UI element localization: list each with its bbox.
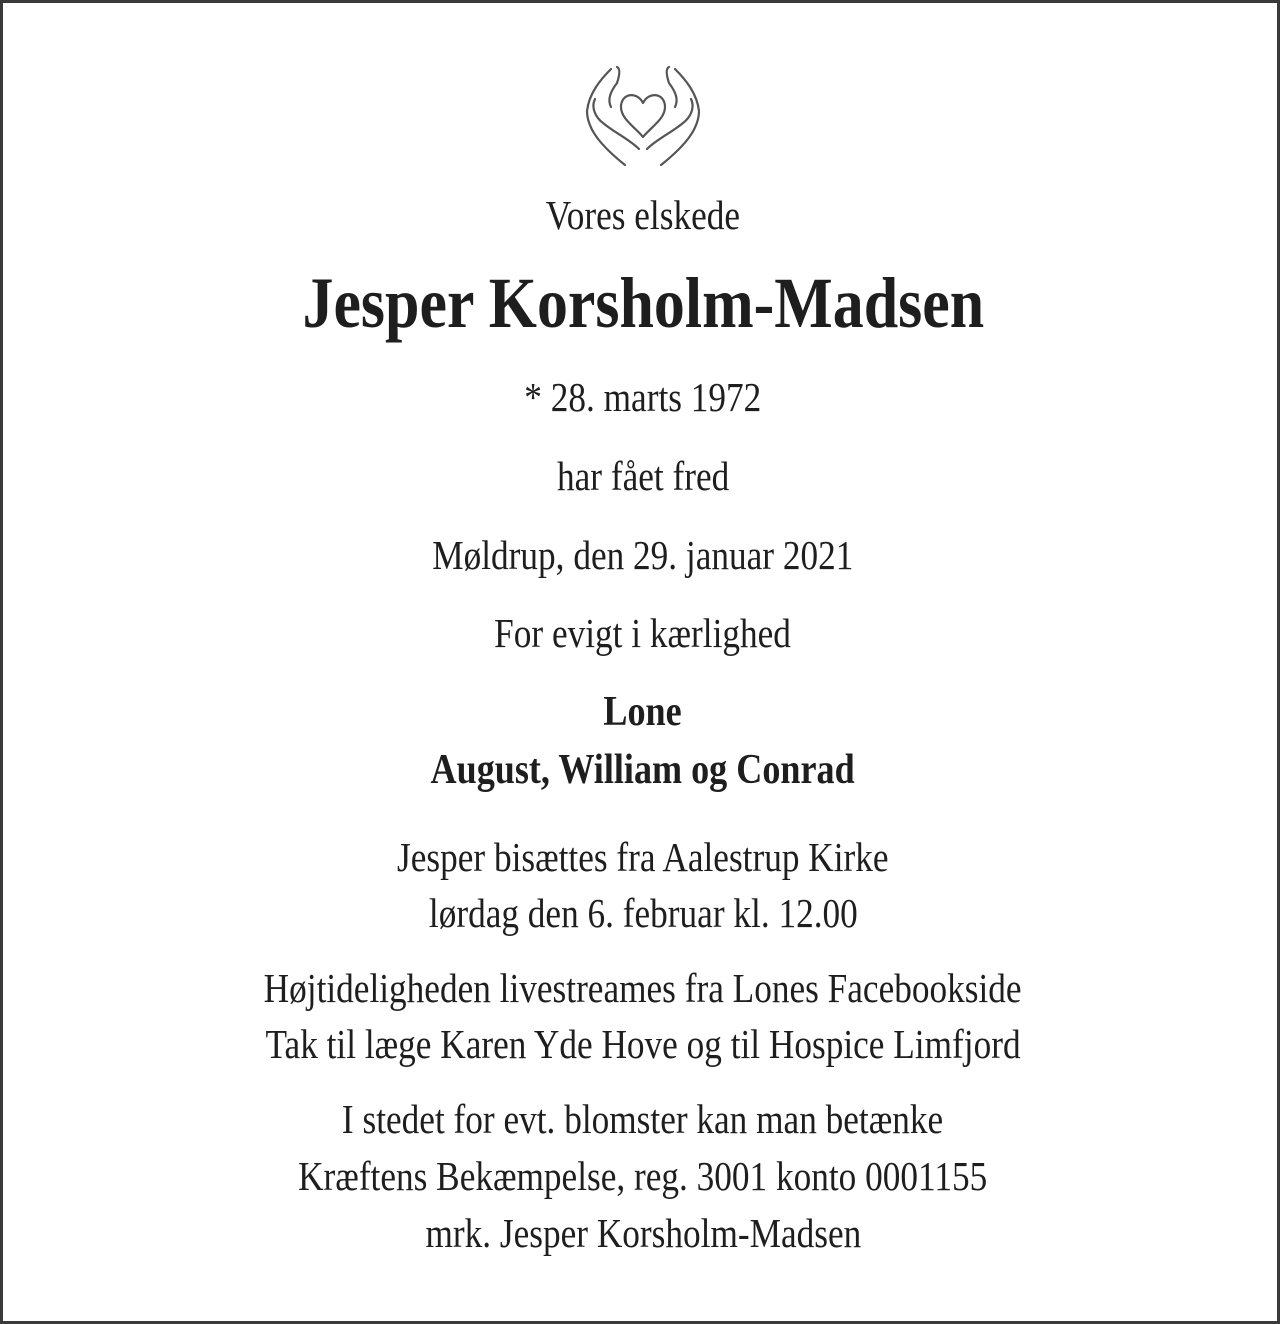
birth-date: * 28. marts 1972: [524, 374, 762, 420]
donation-intro: I stedet for evt. blomster kan man betænke: [342, 1096, 944, 1142]
deceased-name: Jesper Korsholm-Madsen: [302, 263, 984, 343]
hands-holding-heart-icon: [581, 61, 705, 177]
funeral-location: Jesper bisættes fra Aalestrup Kirke: [397, 834, 889, 880]
signature-children: August, William og Conrad: [430, 747, 856, 793]
intro-text: Vores elskede: [545, 192, 741, 238]
donation-mark: mrk. Jesper Korsholm-Madsen: [425, 1210, 861, 1256]
place-date: Møldrup, den 29. januar 2021: [432, 532, 854, 578]
funeral-time: lørdag den 6. februar kl. 12.00: [428, 890, 858, 936]
passed-text: har fået fred: [556, 453, 730, 499]
thanks-note: Tak til læge Karen Yde Hove og til Hospice Limfjord: [265, 1021, 1021, 1067]
livestream-note: Højtideligheden livestreames fra Lones Facebookside: [264, 965, 1022, 1011]
donation-account: Kræftens Bekæmpelse, reg. 3001 konto 0001155: [298, 1153, 988, 1199]
signature-spouse: Lone: [603, 689, 683, 735]
farewell-text: For evigt i kærlighed: [494, 610, 792, 656]
